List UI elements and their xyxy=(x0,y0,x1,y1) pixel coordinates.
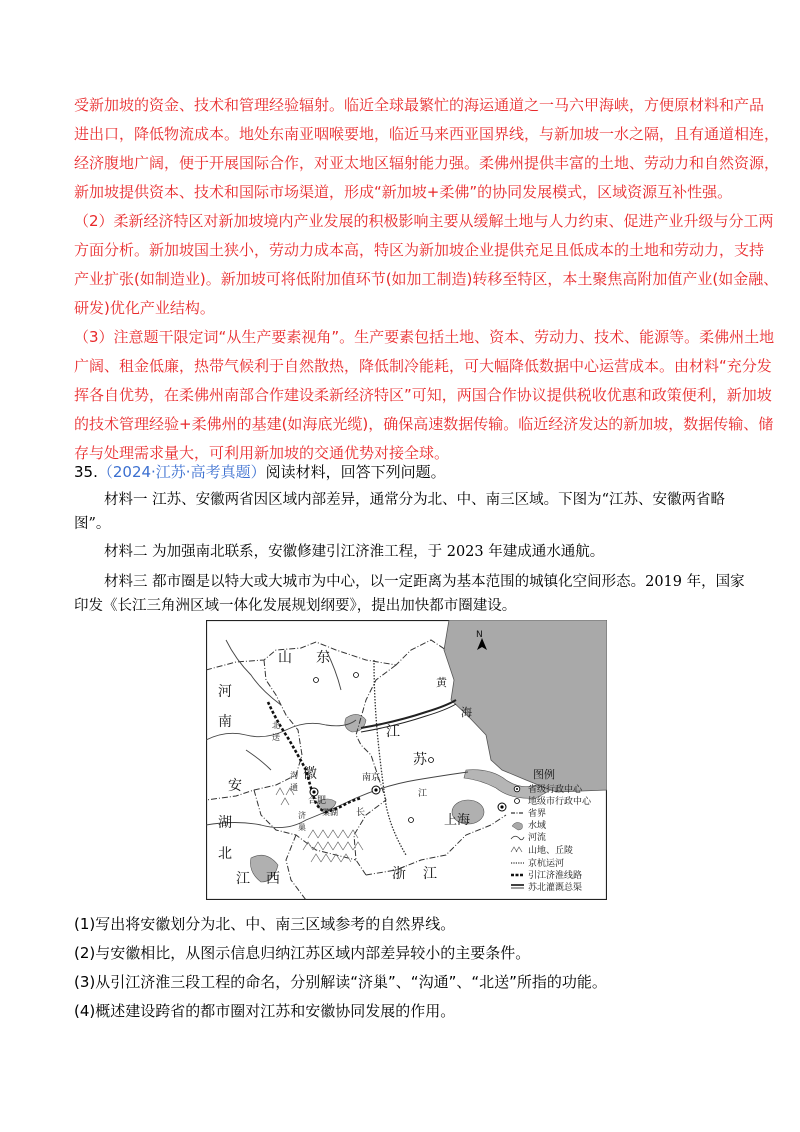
sub-question: (3)从引江济淮三段工程的命名，分别解读“济巢”、“沟通”、“北送”所指的功能。 xyxy=(74,973,607,991)
jichao-label-1: 济 xyxy=(298,811,306,820)
henan-label-2: 南 xyxy=(218,714,232,730)
hefei-label: 合肥 xyxy=(308,796,327,806)
shandong-label-1: 山 xyxy=(278,650,292,666)
shanghai-label: 上海 xyxy=(444,813,471,828)
answer-line: （3）注意题干限定词“从生产要素视角”。生产要素包括土地、资本、劳动力、技术、能源等。柔佛州土地 xyxy=(74,328,775,346)
legend-item-label: 京杭运河 xyxy=(528,859,565,869)
legend-item-label: 山地、丘陵 xyxy=(528,846,574,856)
sea-label-1: 黄 xyxy=(436,676,447,689)
beisong-label-2: 送 xyxy=(272,733,280,742)
map-figure xyxy=(206,620,607,900)
goutong-label-2: 通 xyxy=(290,783,298,792)
sub-question: (2)与安徽相比，从图示信息归纳江苏区域内部差异较小的主要条件。 xyxy=(74,944,531,962)
yangtze-label-jiang: 江 xyxy=(418,789,428,799)
goutong-label-1: 沟 xyxy=(290,771,298,780)
anhui-label-2: 徽 xyxy=(303,766,317,782)
beisong-label-1: 北 xyxy=(272,721,280,730)
jichao-label-2: 巢 xyxy=(298,823,306,832)
jiangsu-label-2: 苏 xyxy=(413,752,427,768)
material-line: 材料三 都市圈是以特大或大城市为中心，以一定距离为基本范围的城镇化空间形态。2019 年，国家 xyxy=(104,574,745,590)
answer-line: 的技术管理经验+柔佛州的基建(如海底光缆)，确保高速数据传输。临近经济发达的新加坡，数据传输、储 xyxy=(74,415,774,433)
north-label: N xyxy=(476,630,483,640)
answer-line: 研发)优化产业结构。 xyxy=(74,299,215,317)
answer-line: （2）柔新经济特区对新加坡境内产业发展的积极影响主要从缓解土地与人力约束、促进产业升级与分工两 xyxy=(74,212,774,230)
answer-line: 新加坡提供资本、技术和国际市场渠道，形成“新加坡+柔佛”的协同发展模式，区域资源互补性强。 xyxy=(74,183,733,201)
legend-item-label: 省级行政中心 xyxy=(528,785,583,795)
henan-label-1: 河 xyxy=(218,684,232,700)
sub-question: (4)概述建设跨省的都市圈对江苏和安徽协同发展的作用。 xyxy=(74,1002,456,1020)
chaohu-label: 巢湖 xyxy=(322,808,338,817)
answer-line: 进出口，降低物流成本。地处东南亚咽喉要地，临近马来西亚国界线，与新加坡一水之隔，且有通道相连， xyxy=(74,125,780,143)
question-header xyxy=(74,462,446,482)
sub-question: (1)写出将安徽划分为北、中、南三区域参考的自然界线。 xyxy=(74,915,456,933)
zhejiang-label-1: 浙 xyxy=(392,866,406,882)
legend-item-label: 苏北灌溉总渠 xyxy=(528,883,583,893)
jiangsu-label-1: 江 xyxy=(386,724,400,740)
answer-line: 存与处理需求量大，可利用新加坡的交通优势对接全球。 xyxy=(74,444,450,462)
material-line: 材料二 为加强南北联系，安徽修建引江济淮工程，于 2023 年建成通水通航。 xyxy=(104,544,605,560)
legend-title: 图例 xyxy=(533,768,555,781)
question-number: 35. xyxy=(74,463,98,481)
shandong-label-2: 东 xyxy=(316,650,330,666)
anhui-label-1: 安 xyxy=(228,778,242,794)
material-line: 印发《长江三角洲区域一体化发展规划纲要》，提出加快都市圈建设。 xyxy=(74,598,517,614)
yangtze-label-chang: 长 xyxy=(356,808,366,818)
legend-item-label: 河流 xyxy=(528,833,547,843)
jiangxi-label-1: 江 xyxy=(236,871,250,887)
question-intro: 阅读材料，回答下列问题。 xyxy=(265,463,446,481)
material-line: 图”。 xyxy=(74,516,111,532)
nanjing-label: 南京 xyxy=(362,773,381,783)
answer-line: 挥各自优势，在柔佛州南部合作建设柔新经济特区”可知，两国合作协议提供税收优惠和政策便利，新加坡 xyxy=(74,386,772,404)
answer-line: 方面分析。新加坡国土狭小，劳动力成本高，特区为新加坡企业提供充足且低成本的土地和劳动力，支持 xyxy=(74,241,765,259)
jiangxi-label-2: 西 xyxy=(266,871,280,887)
answer-line: 广阔、租金低廉，热带气候利于自然散热，降低制冷能耗，可大幅降低数据中心运营成本。由材料“充分发 xyxy=(74,357,772,375)
answer-line: 受新加坡的资金、技术和管理经验辐射。临近全球最繁忙的海运通道之一马六甲海峡，方便原材料和产品 xyxy=(74,96,765,114)
question-source-tag: （2024·江苏·高考真题） xyxy=(97,463,266,481)
sea-label-2: 海 xyxy=(461,706,472,719)
legend-item-label: 引江济淮线路 xyxy=(528,871,583,881)
legend-item-label: 省界 xyxy=(528,809,547,819)
legend-item-label: 水域 xyxy=(528,821,547,831)
hubei-label-1: 湖 xyxy=(218,815,232,831)
legend-item-label: 地级市行政中心 xyxy=(528,797,592,807)
jiangsu-anhui-map xyxy=(206,620,607,900)
answer-line: 经济腹地广阔，便于开展国际合作，对亚太地区辐射能力强。柔佛州提供丰富的土地、劳动力和自然资源， xyxy=(74,154,780,172)
zhejiang-label-2: 江 xyxy=(423,866,437,882)
material-line: 材料一 江苏、安徽两省因区域内部差异，通常分为北、中、南三区域。下图为“江苏、安徽两省略 xyxy=(104,492,726,508)
hubei-label-2: 北 xyxy=(218,846,232,862)
answer-line: 产业扩张(如制造业)。新加坡可将低附加值环节(如加工制造)转移至特区，本土聚焦高附加值产业(如金融、 xyxy=(74,270,779,288)
